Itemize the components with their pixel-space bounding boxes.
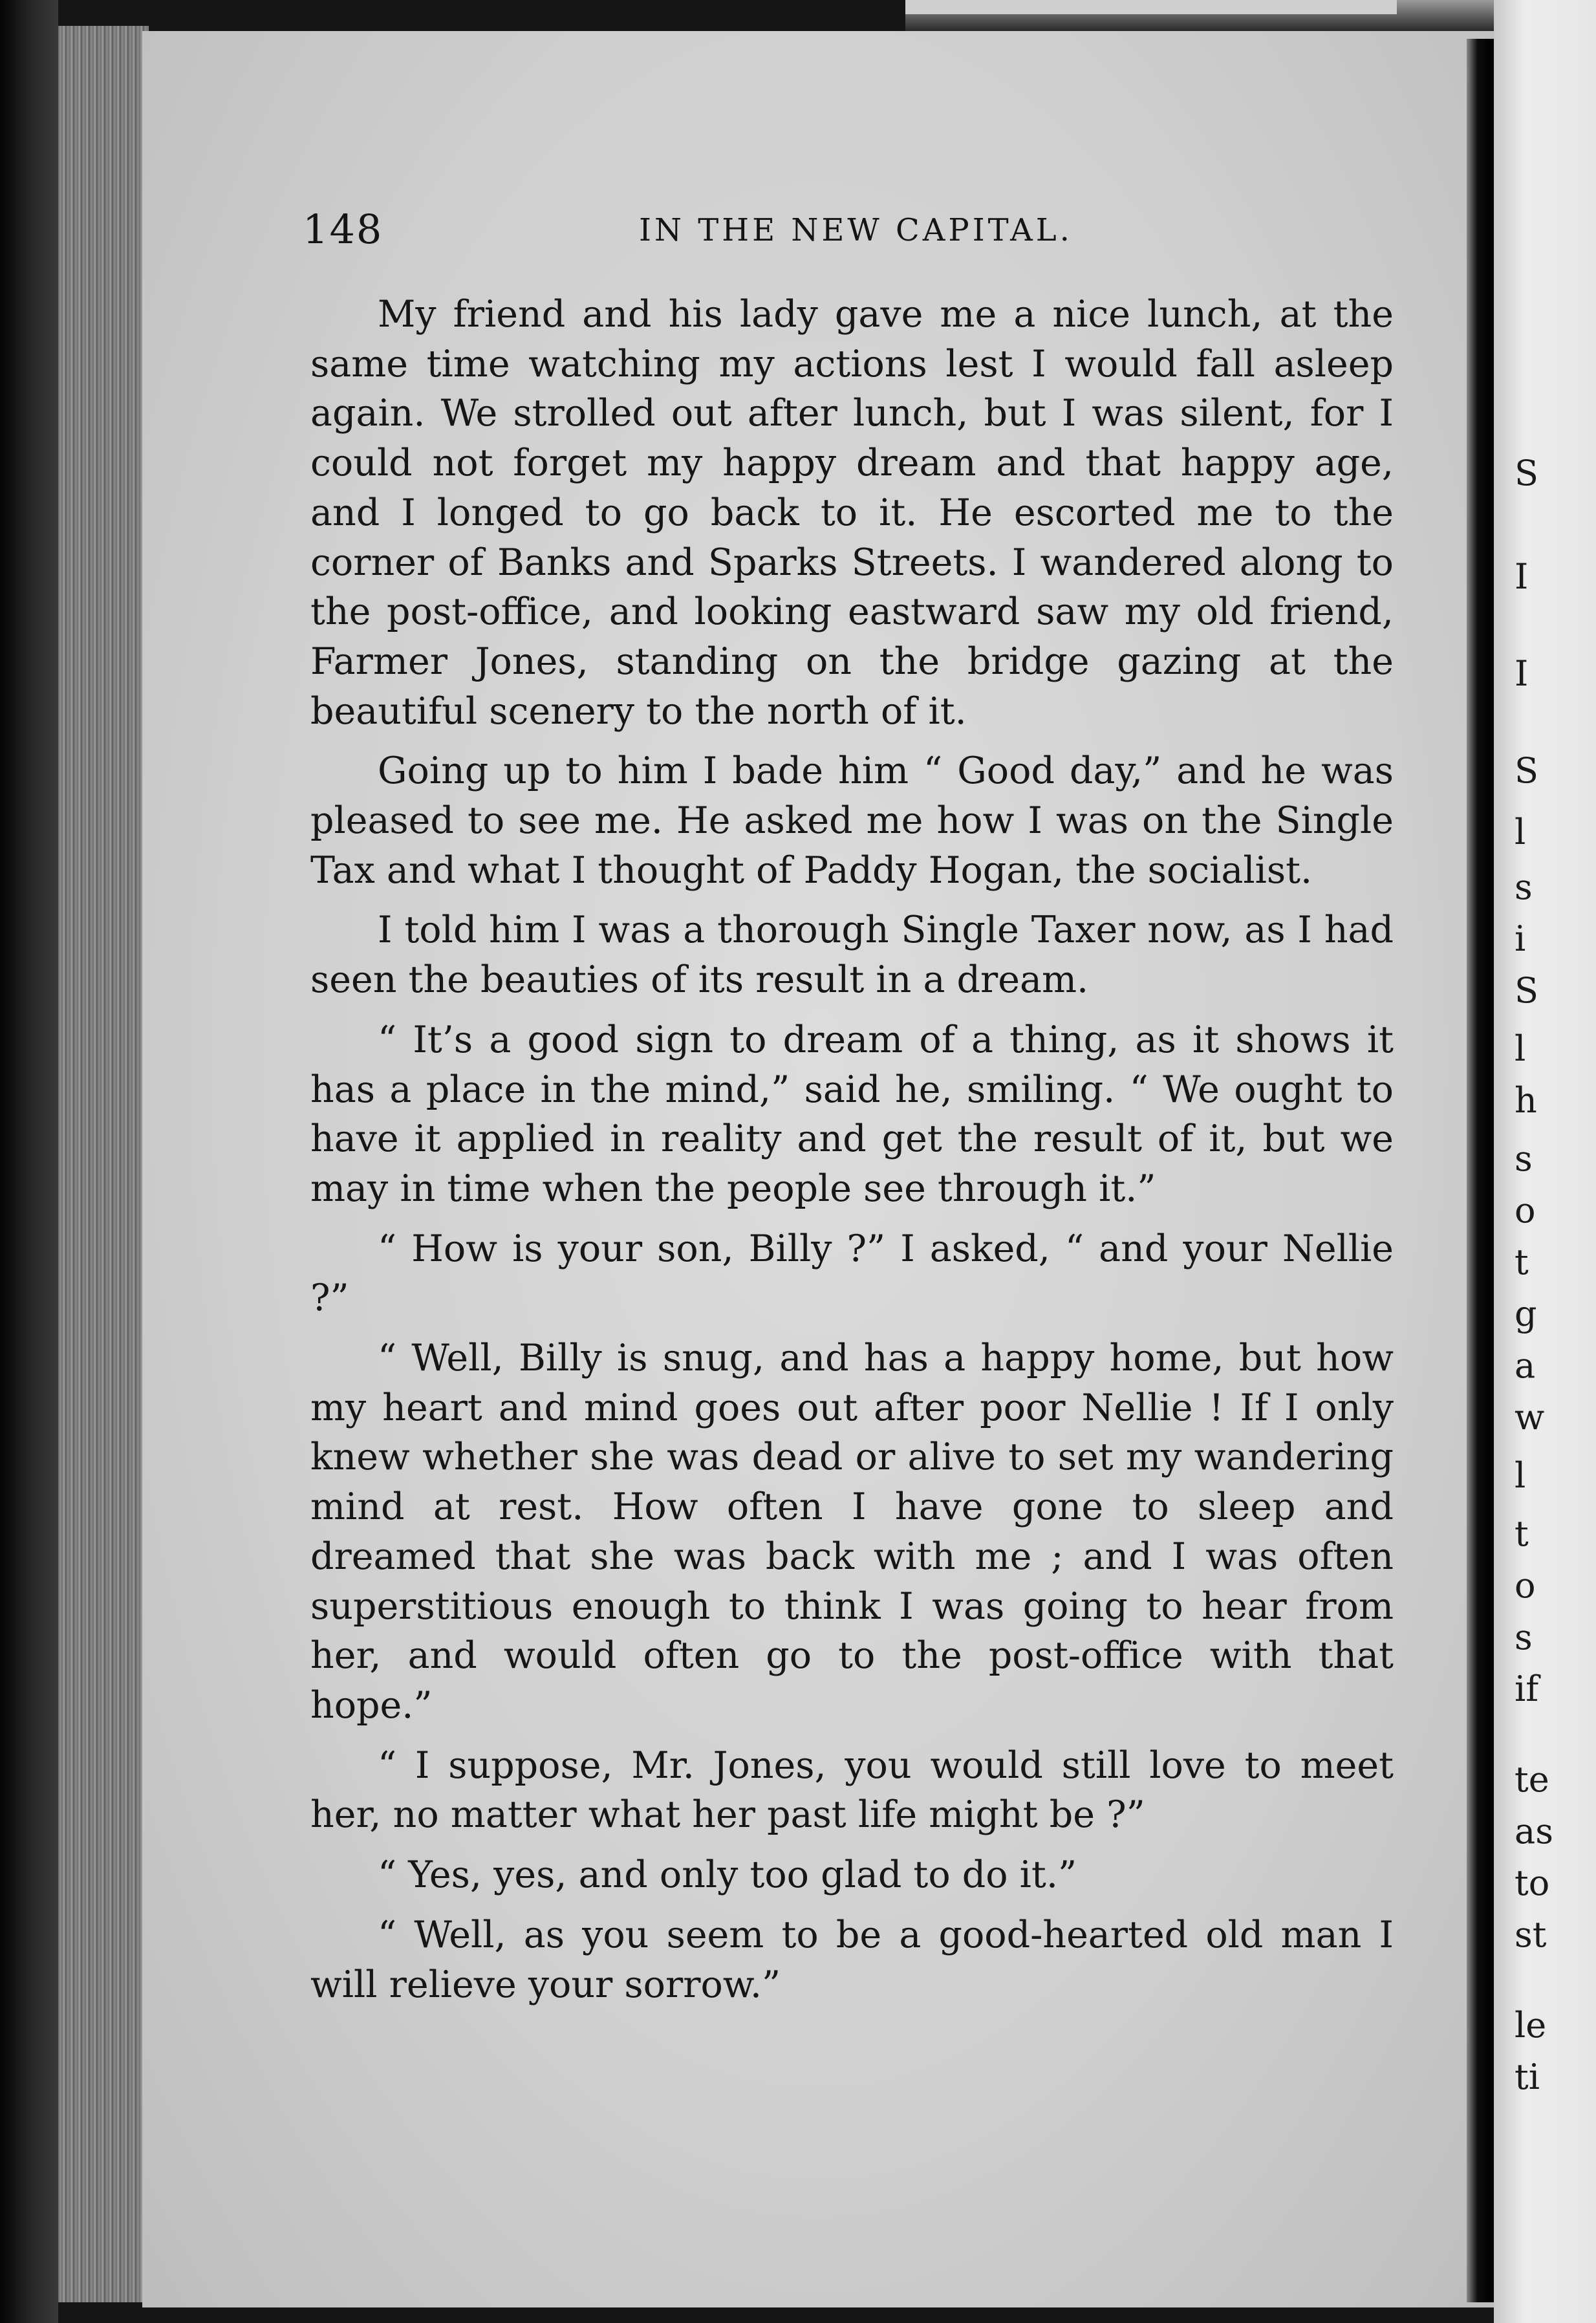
facing-page-fragment: s [1515,1138,1533,1179]
facing-page-fragment: te [1515,1759,1549,1800]
body-text [310,290,1394,2020]
facing-page-fragment: st [1515,1914,1547,1955]
facing-page-fragment: o [1515,1190,1536,1231]
facing-page-fragment: o [1515,1565,1536,1606]
facing-page-fragment: h [1515,1080,1537,1121]
page-number: 148 [303,206,383,253]
facing-page-fragment: l [1515,1028,1526,1069]
facing-page-fragment: g [1515,1293,1537,1334]
paragraph: I told him I was a thorough Single Taxer now, as I had seen the beauties of its result in a dream. [310,909,1394,1002]
stacked-page-edges [58,26,149,2302]
paragraph: “ Well, as you seem to be a good-hearted old man I will relieve your sorrow.” [310,1913,1394,2006]
facing-page-fragment: S [1515,750,1538,791]
facing-page-fragment: s [1515,1617,1533,1658]
paragraph: “ Yes, yes, and only too glad to do it.” [378,1853,1077,1897]
facing-page-fragment: S [1515,970,1538,1011]
book-spine-edge [0,0,58,2323]
facing-page-fragment: ti [1515,2057,1540,2097]
facing-page-fragment: t [1515,1513,1529,1554]
facing-page-fragment: le [1515,2005,1547,2046]
facing-page-fragment: if [1515,1669,1539,1709]
paragraph: “ Well, Billy is snug, and has a happy home, but how my heart and mind goes out after poor Nellie ! If I only knew whether she was dead or alive to set my wandering mind at rest. How often I have gone to sleep and dreamed that she was back with me ; and I was often superstitious enough to think I was going to hear from her, and would often go to the post-office with that hope.” [310,1337,1394,1727]
facing-page-fragment: w [1515,1397,1545,1438]
paragraph: “ How is your son, Billy ?” I asked, “ and your Nellie ?” [310,1227,1394,1320]
facing-page-fragment: t [1515,1242,1529,1282]
facing-page-fragment: s [1515,867,1533,907]
paragraph: “ It’s a good sign to dream of a thing, as it shows it has a place in the mind,” said he, smiling. “ We ought to have it applied in reality and get the result of it, but we may in time when the people see through it.” [310,1018,1394,1210]
facing-page-sliver [1494,0,1596,2323]
facing-page-fragment: I [1515,653,1529,694]
paragraph: My friend and his lady gave me a nice lunch, at the same time watching my actions lest I would fall asleep again. We strolled out after lunch, but I was silent, for I could not forget my happy dream and that happy age, and I longed to go back to it. He escorted me to the corner of Banks and Sparks Streets. I wandered along to the post-office, and looking eastward saw my old friend, Farmer Jones, standing on the bridge gazing at the beautiful scenery to the north of it. [310,293,1394,733]
facing-page-fragment: S [1515,453,1538,493]
running-title: IN THE NEW CAPITAL. [639,212,1073,248]
facing-page-fragment: to [1515,1863,1550,1903]
facing-page-fragment: l [1515,812,1526,852]
facing-page-fragment: l [1515,1455,1526,1496]
top-light-strip [905,0,1397,14]
paragraph: Going up to him I bade him “ Good day,” and he was pleased to see me. He asked me how I was on the Single Tax and what I thought of Paddy Hogan, the socialist. [310,750,1394,892]
facing-page-fragment: I [1515,556,1529,597]
facing-page-fragment: i [1515,918,1526,959]
page-gutter-shadow [1467,39,1494,2302]
paragraph: “ I suppose, Mr. Jones, you would still love to meet her, no matter what her past life might be ?” [310,1744,1394,1837]
facing-page-fragment: a [1515,1345,1536,1386]
running-head [303,206,1396,257]
facing-page-fragment: as [1515,1811,1553,1852]
